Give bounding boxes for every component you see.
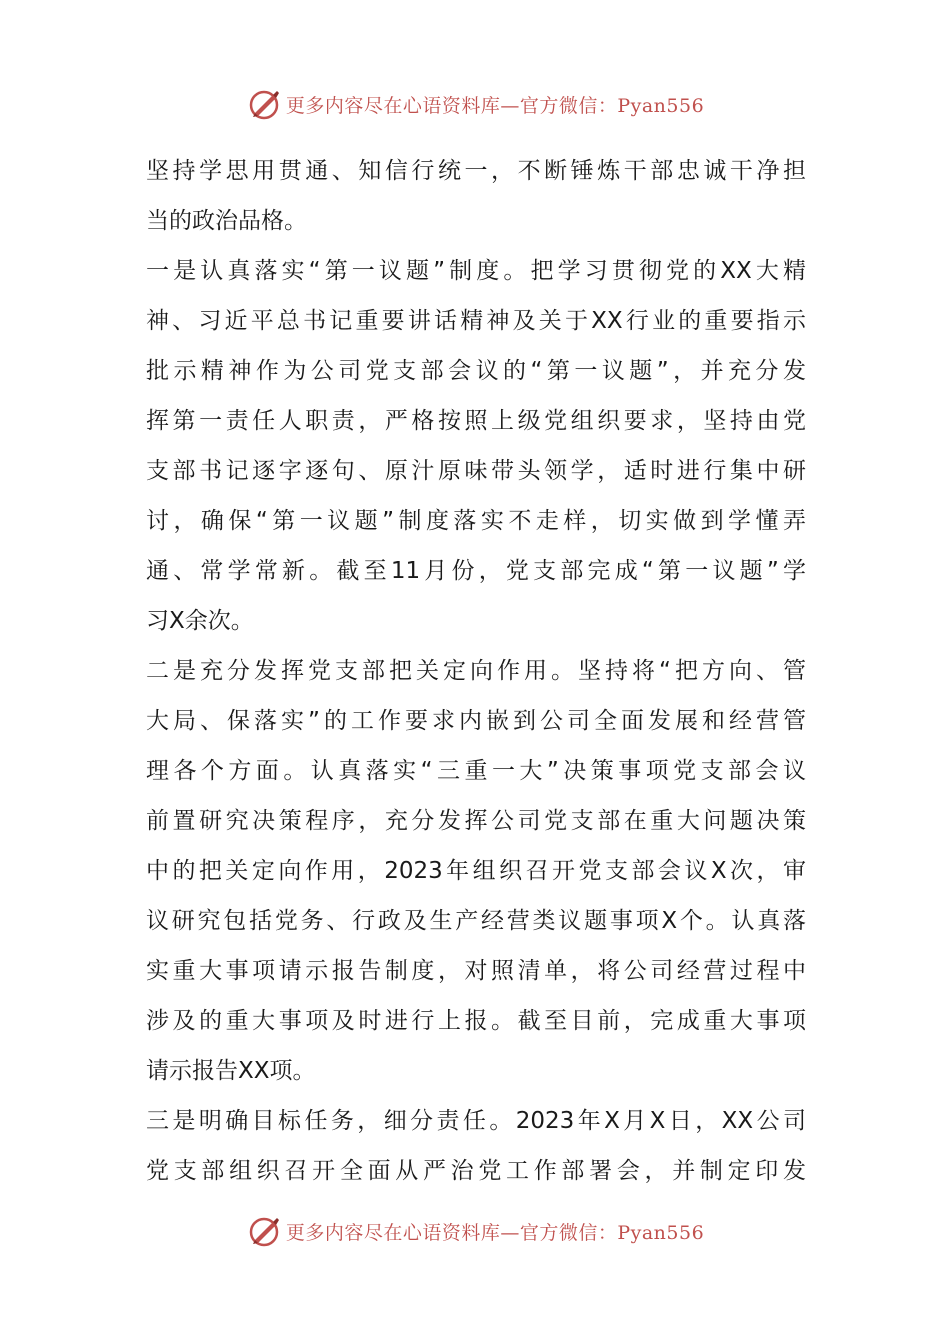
footer-watermark	[0, 1211, 950, 1251]
text-line: 坚持学思用贯通、知信行统一，不断锤炼干部忠诚干净担	[146, 158, 806, 184]
watermark-text: 更多内容尽在心语资料库—官方微信：Pyan556	[285, 1221, 705, 1244]
text-line: 当的政治品格。	[146, 208, 307, 234]
text-line: 党支部组织召开全面从严治党工作部署会，并制定印发	[146, 1158, 806, 1184]
text-line: 议研究包括党务、行政及生产经营类议题事项X个。认真落	[146, 908, 806, 934]
pen-logo-icon	[246, 86, 282, 122]
text-line: 二是充分发挥党支部把关定向作用。坚持将“把方向、管	[146, 658, 806, 684]
text-line: 理各个方面。认真落实“三重一大”决策事项党支部会议	[146, 758, 806, 784]
text-line: 一是认真落实“第一议题”制度。把学习贯彻党的XX大精	[146, 258, 806, 284]
text-line: 三是明确目标任务，细分责任。2023年X月X日，XX公司	[146, 1108, 806, 1134]
text-line: 请示报告XX项。	[146, 1058, 316, 1084]
watermark-text: 更多内容尽在心语资料库—官方微信：Pyan556	[285, 94, 705, 117]
text-line: 通、常学常新。截至11月份，党支部完成“第一议题”学	[146, 558, 806, 584]
text-line: 中的把关定向作用，2023年组织召开党支部会议X次，审	[146, 858, 806, 884]
text-line: 前置研究决策程序，充分发挥公司党支部在重大问题决策	[146, 808, 806, 834]
header-watermark	[0, 84, 950, 124]
text-line: 习X余次。	[146, 608, 254, 634]
text-line: 支部书记逐字逐句、原汁原味带头领学，适时进行集中研	[146, 458, 806, 484]
text-line: 实重大事项请示报告制度，对照清单，将公司经营过程中	[146, 958, 806, 984]
text-line: 涉及的重大事项及时进行上报。截至目前，完成重大事项	[146, 1008, 806, 1034]
text-line: 批示精神作为公司党支部会议的“第一议题”，并充分发	[146, 358, 806, 384]
pen-logo-icon	[246, 1213, 282, 1249]
text-line: 挥第一责任人职责，严格按照上级党组织要求，坚持由党	[146, 408, 806, 434]
text-line: 讨，确保“第一议题”制度落实不走样，切实做到学懂弄	[146, 508, 806, 534]
text-line: 神、习近平总书记重要讲话精神及关于XX行业的重要指示	[146, 308, 806, 334]
text-line: 大局、保落实”的工作要求内嵌到公司全面发展和经营管	[146, 708, 806, 734]
document-body	[146, 146, 806, 1196]
